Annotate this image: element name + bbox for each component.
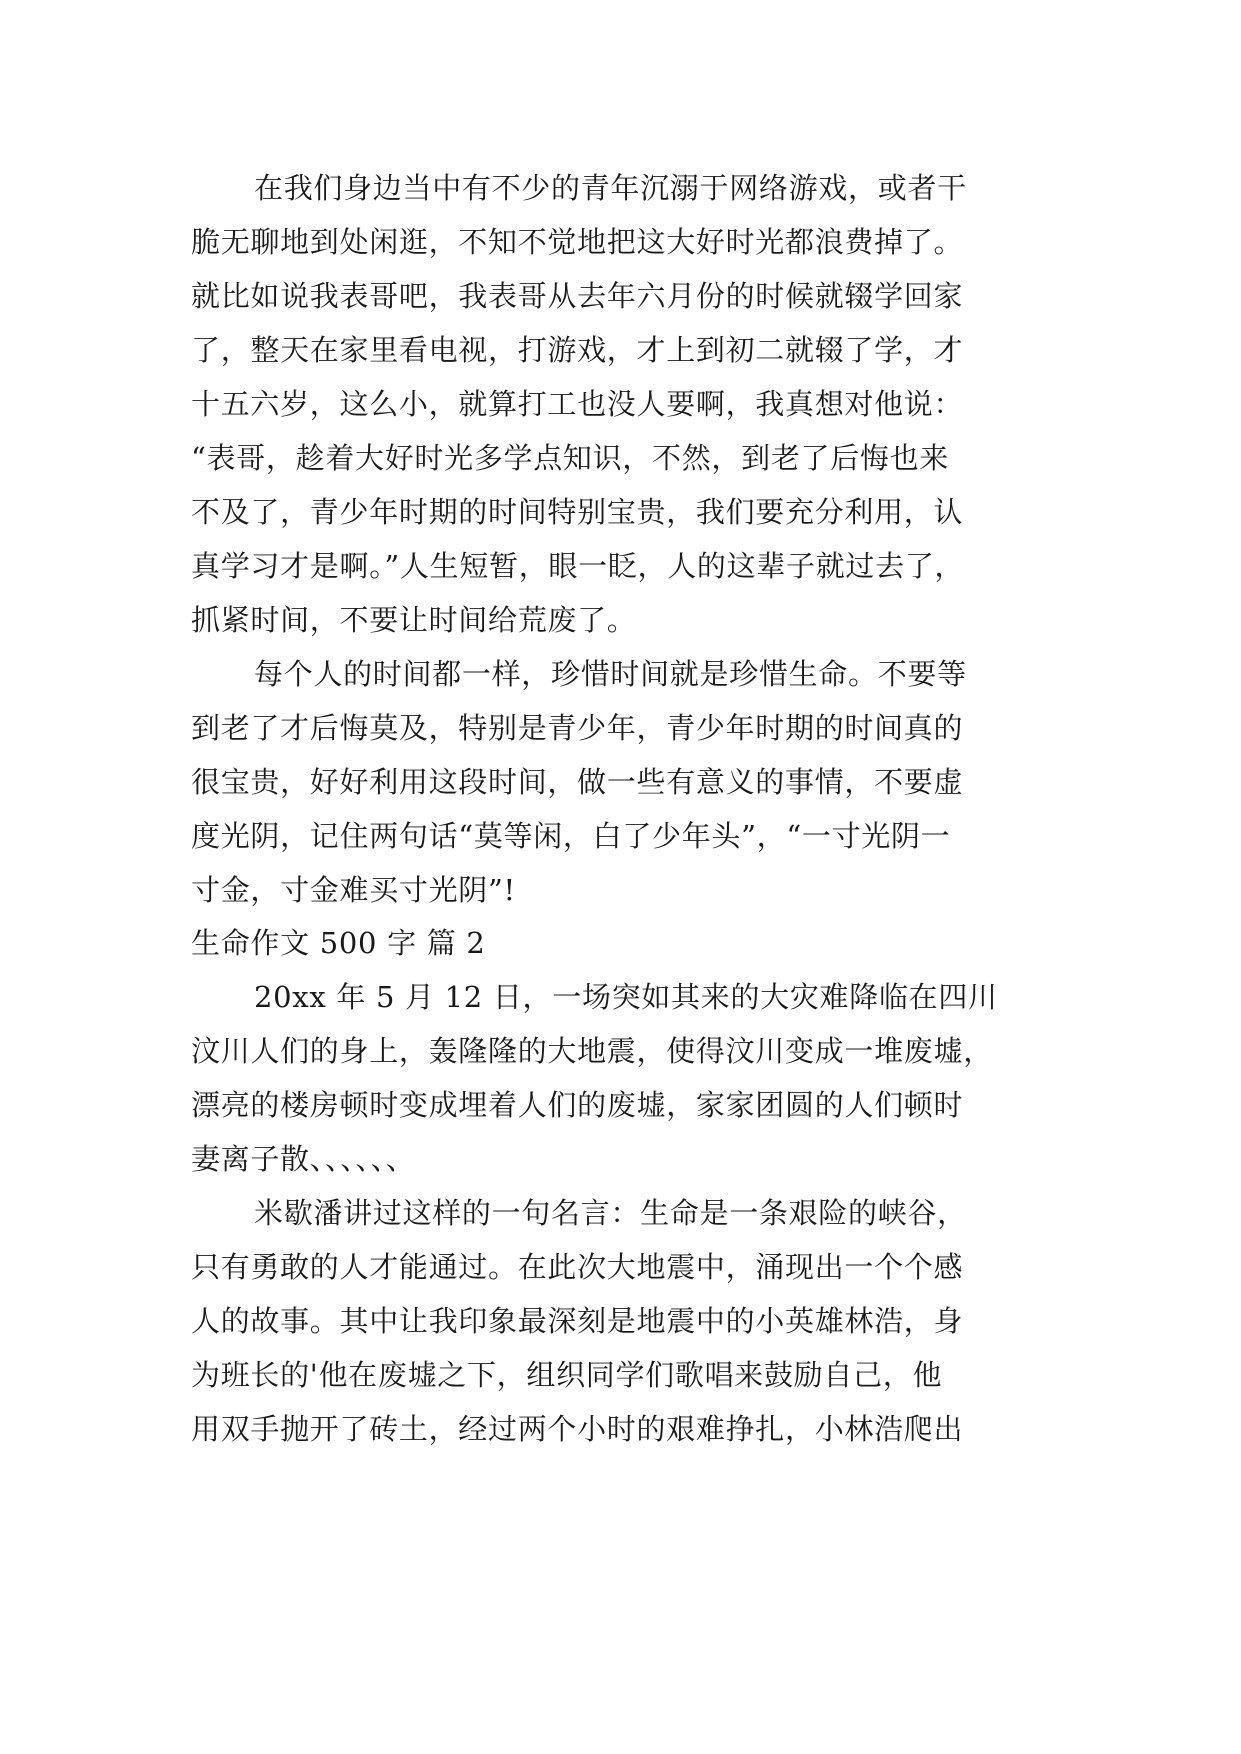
text-line: 汶川人们的身上，轰隆隆的大地震，使得汶川变成一堆废墟， bbox=[191, 1034, 993, 1068]
text-line: 漂亮的楼房顿时变成埋着人们的废墟，家家团圆的人们顿时 bbox=[191, 1088, 964, 1122]
text-line: 真学习才是啊。”人生短暂，眼一眨，人的这辈子就过去了， bbox=[191, 549, 965, 583]
text-line: 寸金，寸金难买寸光阴”! bbox=[191, 873, 516, 907]
text-line: 20xx 年 5 月 12 日，一场突如其来的大灾难降临在四川 bbox=[254, 980, 998, 1014]
section-heading: 生命作文 500 字 篇 2 bbox=[191, 926, 486, 960]
text-line: 在我们身边当中有不少的青年沉溺于网络游戏，或者干 bbox=[254, 171, 967, 205]
text-line: 度光阴，记住两句话“莫等闲，白了少年头”，“一寸光阴一 bbox=[191, 819, 951, 853]
text-line: 米歇潘讲过这样的一句名言：生命是一条艰险的峡谷， bbox=[254, 1196, 967, 1230]
text-line: 很宝贵，好好利用这段时间，做一些有意义的事情，不要虚 bbox=[191, 765, 964, 799]
text-line: 抓紧时间，不要让时间给荒废了。 bbox=[191, 603, 637, 637]
text-line: “表哥，趁着大好时光多学点知识，不然，到老了后悔也来 bbox=[191, 441, 950, 475]
text-line: 就比如说我表哥吧，我表哥从去年六月份的时候就辍学回家 bbox=[191, 279, 964, 313]
text-line: 不及了，青少年时期的时间特别宝贵，我们要充分利用，认 bbox=[191, 495, 964, 529]
text-line: 只有勇敢的人才能通过。在此次大地震中，涌现出一个个感 bbox=[191, 1250, 964, 1284]
text-line: 脆无聊地到处闲逛，不知不觉地把这大好时光都浪费掉了。 bbox=[191, 225, 964, 259]
text-line: 了，整天在家里看电视，打游戏，才上到初二就辍了学，才 bbox=[191, 333, 964, 367]
text-line: 到老了才后悔莫及，特别是青少年，青少年时期的时间真的 bbox=[191, 711, 964, 745]
text-line: 人的故事。其中让我印象最深刻是地震中的小英雄林浩，身 bbox=[191, 1304, 964, 1338]
text-line: 为班长的'他在废墟之下，组织同学们歌唱来鼓励自己，他 bbox=[191, 1358, 943, 1392]
text-line: 十五六岁，这么小，就算打工也没人要啊，我真想对他说： bbox=[191, 387, 964, 421]
text-line: 用双手抛开了砖土，经过两个小时的艰难挣扎，小林浩爬出 bbox=[191, 1412, 964, 1446]
text-line: 妻离子散、、、、、、 bbox=[191, 1142, 416, 1176]
text-line: 每个人的时间都一样，珍惜时间就是珍惜生命。不要等 bbox=[254, 657, 967, 691]
